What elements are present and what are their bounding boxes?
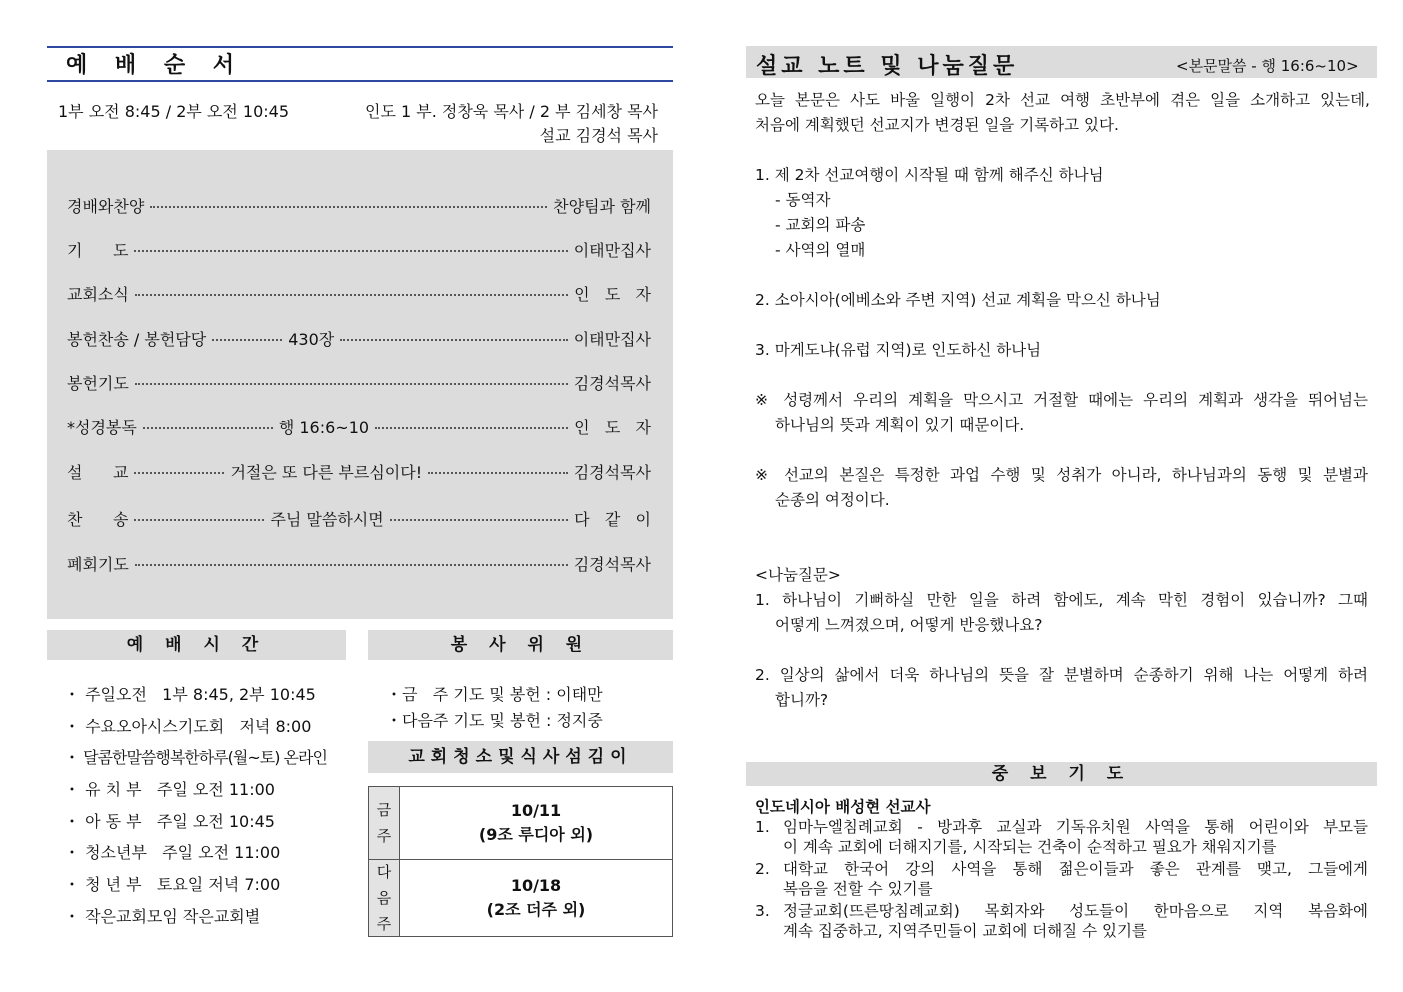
dot-leader [134,519,264,521]
prayer-number: 3. [755,902,770,920]
order-row [67,326,651,350]
intercession-header: 중 보 기 도 [746,762,1377,786]
order-row [67,459,651,483]
order-label: 기 도 [67,240,129,260]
cleaning-assignment [400,787,672,859]
week-label-char: 다 [376,863,392,881]
dot-leader [135,383,568,385]
schedule-item: ・ 유 치 부 주일 오전 11:00 [64,780,275,799]
week-label [369,787,400,859]
sermon-note: ※ 성령께서 우리의 계획을 막으시고 거절할 때에는 우리의 계획과 생각을 뛰어넘는 [755,391,1368,409]
prayer-item-cont: 이 계속 교회에 더해지기를, 시작되는 건축이 순적하고 필요가 채워지기를 [783,838,1277,856]
intro-line: 오늘 본문은 사도 바울 일행이 2차 선교 여행 초반부에 겪은 일을 소개하고 있는데, [755,91,1370,109]
cleaning-date: 10/18 [510,876,562,895]
question: 1. 하나님이 기뻐하실 만한 일을 하려 함에도, 계속 막힌 경험이 있습니까? 그때 [755,591,1368,609]
order-label: 교회소식 [67,284,129,304]
dot-leader [340,339,568,341]
prayer-item-cont: 계속 집중하고, 지역주민들이 교회에 더해질 수 있기를 [783,922,1147,940]
sermon-point: 2. 소아시아(에베소와 주변 지역) 선교 계획을 막으신 하나님 [755,291,1161,309]
schedule-item: ・ 작은교회모임 작은교회별 [64,907,261,926]
table-row [369,860,672,936]
order-responsible: 김경석목사 [573,554,651,574]
prayer-item: 정글교회(뜨른땅침례교회) 목회자와 성도들이 한마음으로 지역 복음화에 [783,902,1368,920]
missionary-name: 인도네시아 배성현 선교사 [755,798,931,816]
order-row [67,551,651,575]
sermon-note-cont: 하나님의 뜻과 계획이 있기 때문이다. [775,416,1025,434]
cleaning-team: (2조 더주 외) [486,900,586,919]
sermon-subpoint: - 사역의 열매 [775,241,866,259]
sermon-note: ※ 선교의 본질은 특정한 과업 수행 및 성취가 아니라, 하나님과의 동행 및 분별과 [755,466,1368,484]
order-row [67,193,651,217]
schedule-item: ・ 아 동 부 주일 오전 10:45 [64,812,275,831]
order-responsible: 인 도 자 [574,417,651,437]
cleaning-date: 10/11 [510,801,562,820]
servers-header: 봉 사 위 원 [368,630,673,660]
dot-leader [375,427,568,429]
schedule-item: ・ 청 년 부 토요일 저녁 7:00 [64,875,281,894]
sermon-note-cont: 순종의 여정이다. [775,491,890,509]
cleaning-team: (9조 루디아 외) [478,825,594,844]
order-row [67,237,651,261]
prayer-number: 2. [755,860,770,878]
order-responsible: 김경석목사 [573,373,651,393]
server-item: ・다음주 기도 및 봉헌 : 정지중 [386,711,603,730]
prayer-item: 대학교 한국어 강의 사역을 통해 젊은이들과 좋은 관계를 맺고, 그들에게 [783,860,1368,878]
order-detail: 거절은 또 다른 부르심이다! [230,462,423,482]
order-responsible: 김경석목사 [573,462,651,482]
order-detail: 주님 말씀하시면 [270,509,384,529]
order-label: 경배와찬양 [67,196,145,216]
dot-leader [150,206,547,208]
service-order-list [47,150,673,619]
order-row [67,370,651,394]
sermon-preacher: 설교 김경석 목사 [539,126,658,145]
order-label: 찬 송 [67,509,129,529]
cleaning-header: 교회청소및식사섬김이 [368,741,673,773]
dot-leader [134,472,224,474]
order-label: 봉헌찬송 / 봉헌담당 [67,329,207,349]
prayer-item: 임마누엘침례교회 - 방과후 교실과 기독유치원 사역을 통해 어린이와 부모들 [783,818,1368,836]
order-detail: 430장 [288,329,335,349]
sermon-notes-title: 설교 노트 및 나눔질문 [756,54,1019,79]
order-row [67,414,651,438]
sermon-point: 1. 제 2차 선교여행이 시작될 때 함께 해주신 하나님 [755,166,1104,184]
cleaning-table [368,786,673,937]
prayer-number: 1. [755,818,770,836]
schedule-item: ・ 청소년부 주일 오전 11:00 [64,843,281,862]
week-label-char: 금 [376,801,392,819]
question: 2. 일상의 삶에서 더욱 하나님의 뜻을 잘 분별하며 순종하기 위해 나는 어떻게 하려 [755,666,1368,684]
worship-times-header: 예 배 시 간 [47,630,346,660]
sermon-point: 3. 마게도냐(유럽 지역)로 인도하신 하나님 [755,341,1042,359]
question-cont: 합니까? [775,691,829,709]
schedule-item: ・ 주일오전 1부 8:45, 2부 10:45 [64,685,316,704]
order-responsible: 인 도 자 [574,284,651,304]
dot-leader [390,519,568,521]
dot-leader [212,339,282,341]
question-cont: 어떻게 느껴졌으며, 어떻게 반응했나요? [775,616,1043,634]
service-leaders: 인도 1 부. 정창욱 목사 / 2 부 김세창 목사 [365,102,658,121]
dot-leader [135,564,568,566]
week-label [369,860,400,936]
server-item: ・금 주 기도 및 봉헌 : 이태만 [386,685,603,704]
week-label-char: 음 [376,889,392,907]
dot-leader [134,250,567,252]
order-responsible: 찬양팀과 함께 [553,196,651,216]
order-responsible: 이태만집사 [573,240,651,260]
questions-title: <나눔질문> [755,566,841,584]
order-detail: 행 16:6~10 [278,417,370,437]
table-row [369,787,672,860]
sermon-subpoint: - 교회의 파송 [775,216,866,234]
week-label-char: 주 [376,915,392,933]
service-order-title: 예 배 순 서 [66,53,244,78]
week-label-char: 주 [376,827,392,845]
cleaning-assignment [400,860,672,936]
order-label: *성경봉독 [67,417,137,437]
order-label: 설 교 [67,462,129,482]
intro-line: 처음에 계획했던 선교지가 변경된 일을 기록하고 있다. [755,116,1119,134]
sermon-subpoint: - 동역자 [775,191,831,209]
order-row [67,281,651,305]
schedule-item: ・ 달콤한말씀행복한하루(월~토) 온라인 [64,748,327,767]
dot-leader [135,294,568,296]
order-responsible: 이태만집사 [573,329,651,349]
order-label: 봉헌기도 [67,373,129,393]
prayer-item-cont: 복음을 전할 수 있기를 [783,880,933,898]
schedule-item: ・ 수요오아시스기도회 저녁 8:00 [64,717,312,736]
order-responsible: 다 같 이 [574,509,651,529]
order-label: 폐회기도 [67,554,129,574]
order-row [67,506,651,530]
dot-leader [143,427,273,429]
service-times: 1부 오전 8:45 / 2부 오전 10:45 [58,102,290,121]
dot-leader [428,472,568,474]
scripture-reference: <본문말씀 - 행 16:6~10> [1176,57,1359,75]
